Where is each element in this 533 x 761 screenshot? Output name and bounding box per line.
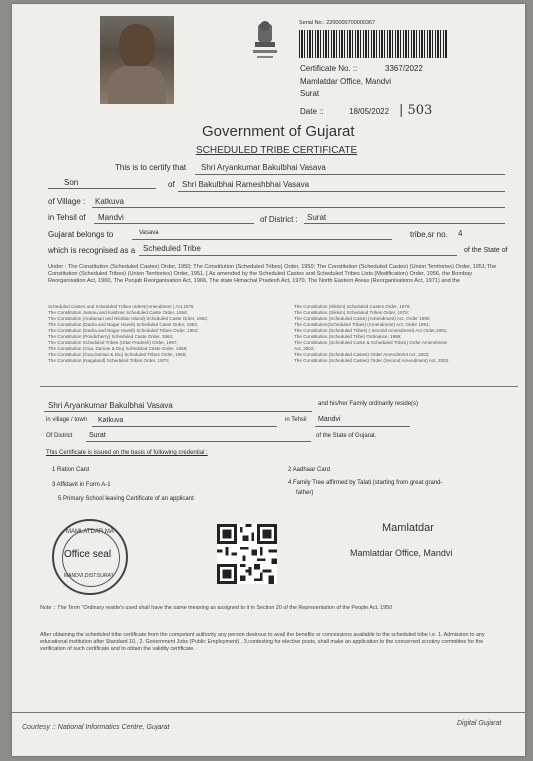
village-value: Katkuva [95, 197, 124, 206]
date-label: Date :: [300, 107, 324, 116]
village-label: of Village : [48, 197, 86, 206]
residence-district-label: Of District [46, 433, 73, 439]
seal-ring-top: MAMLATDAR,MA [66, 529, 114, 535]
residence-village: Katkuva [98, 417, 124, 424]
credential-heading: This Certificate is issued on the basis of following credential : [46, 450, 208, 456]
signatory-title: Mamlatdar [382, 522, 434, 534]
tribe-sr-value: 4 [458, 229, 463, 238]
order-line: The Constitution Jammu and Kashmir Scheduled Caste Order, 1956; [48, 310, 188, 315]
credential-item: 3 Affidavit in Form A-1 [52, 482, 111, 488]
seal-ring-bottom: MANDVI,DIST:SURAT [64, 573, 114, 579]
footer-brand: Digital Gujarat [457, 720, 502, 727]
order-line: The Constitution (Andaman and Nicobar Island) Scheduled Caste Order, 1962; [48, 316, 209, 321]
residence-tehsil-label: in Tehsil [285, 417, 307, 423]
order-line: The Constitution (Scheduled Tribes) ( Second Amendment) Act Order,1991; [294, 328, 448, 333]
recognised-label: which is recognised as a [48, 246, 136, 255]
under-paragraph: Under : The Constitution (Scheduled Castes) Order, 1950; The Constitution (Scheduled Tribes) Order, 1950; The Constitution (Scheduled Castes) (Union Territories) Order, 1951;The Constitution (Scheduled Tribes) (Union Territories) Order, 1951, [ As amended by the Scheduled Castes and Scheduled Tribes Lists (Modification) Order, 1956, the Bombay Reorganisation Act, 1960, The Punjab Reorganisation Act, 1966, The state Himachal Pradesh Act, 1970, The North Eastern Areas (Reorganisations Act, 1971) and the [48, 264, 497, 285]
order-line: Scheduled Castes and Scheduled Tribes orders(Amendment ) Act,1976 [48, 304, 194, 309]
handwritten-number: | 503 [399, 103, 433, 118]
district-value: Surat [307, 213, 327, 222]
credential-item: 5 Primary School leaving Certificate of an applicant [58, 496, 194, 502]
order-line: The Constitution (Scheduled Tribe) Ordinance, 1996; [294, 334, 402, 339]
family-label: and his/her Family ordinarily reside(s) [318, 401, 419, 407]
signatory-office: Mamlatdar Office, Mandvi [350, 548, 453, 558]
certificate-page [12, 4, 525, 756]
footer [12, 712, 525, 743]
order-line: The Constitution (Scheduled Castes) Order (Second Amendment) Act, 2002. [294, 358, 450, 363]
father-name: Shri Bakulbhai Rameshbhai Vasava [182, 180, 310, 189]
credential-item: 2 Aadhaar Card [288, 467, 331, 473]
tehsil-label: in Tehsil of [48, 213, 86, 222]
applicant-photo [100, 16, 174, 104]
residence-village-label: in village / town [46, 417, 88, 423]
order-line: The Constitution (Pondicherry) Scheduled Caste Order, 1964; [48, 334, 174, 339]
footer-courtesy: Courtesy :: National Informatics Centre, Gujarat [22, 724, 170, 731]
certify-text: This is to certify that [115, 163, 187, 172]
order-line: The Constitution (Goa,Daman & Diu) Scheduled Tribes Order, 1968; [48, 352, 187, 357]
qr-code [217, 524, 277, 584]
residence-tehsil: Mandvi [318, 416, 341, 423]
state-of-label: of the State of [464, 247, 508, 254]
credential-item: father) [296, 490, 314, 496]
after-paragraph: After obtaining the scheduled tribe certificate from the competent authority any person desirous to avail the benefits or concessions available to the scheduled tribe i.e. 1. Admission to any educational institution after Standard 10., 2. Government Jobs (Public Employment) , 3.contesting for elective posts, shall make an application to the concerned scrutiny committee for the verification of such certificate and to obtain the validity certificate. [40, 632, 485, 653]
office-seal [52, 519, 128, 595]
order-line: The Constitution Scheduled Tribes (Uttar Pradesh) Order, 1967; [48, 340, 178, 345]
relation-label: Son [64, 178, 79, 187]
order-line: The Constitution (Scheduled Caste) (Amendment) Act, Order 1990; [294, 316, 431, 321]
certificate-subtitle: SCHEDULED TRIBE CERTIFICATE [196, 145, 358, 156]
certificate-label: Certificate No. :: [300, 64, 358, 73]
recognised-value: Scheduled Tribe [143, 244, 201, 253]
date-value: 18/05/2022 [349, 107, 390, 116]
tehsil-value: Mandvi [98, 213, 124, 222]
seal-center: Office seal [64, 549, 112, 560]
orders-right-column [294, 304, 450, 364]
order-line: Act, 2002; [294, 346, 315, 351]
credential-item: 4 Family Tree affirmed by Talati (starting from great grand- [288, 480, 443, 486]
serial-number: Serial No.: 2200000700000367 [299, 20, 376, 26]
order-line: The Constitution (Sikkim) Scheduled Castes Order, 1978; [294, 304, 411, 309]
order-line: The Constitution (Goa, Daman & Diu) Scheduled Caste Order, 1968; [48, 346, 188, 351]
tribe-value: Vasava [139, 230, 159, 236]
residence-state: of the State of Gujarat. [316, 433, 377, 439]
office-city: Surat [300, 89, 320, 98]
resident-name: Shri Aryankumar Bakulbhai Vasava [48, 401, 173, 410]
order-line: The Constitution (Sikkim) Scheduled Tribes Order, 1978; [294, 310, 409, 315]
applicant-name: Shri Aryankumar Bakulbhai Vasava [201, 163, 326, 172]
credential-item: 1 Ration Card [52, 467, 90, 473]
district-label: of District : [260, 215, 298, 224]
order-line: The Constitution (Dadra and Nagar Haveli) Scheduled Caste Order, 1962; [48, 322, 199, 327]
orders-left-column [48, 304, 208, 364]
order-line: The Constitution (Scheduled Castes) Order Amendment Act, 2002; [294, 352, 430, 357]
state-emblem-icon [248, 20, 282, 64]
tribe-sr-label: tribe,sr no. [410, 230, 448, 239]
note-text: Note :: The Term "Ordinary reside's used shall have the same meaning as assigned to it in Section 20 of the Representation of the People Act, 1950 [40, 605, 393, 611]
order-line: The Constitution (Scheduled Caste & Scheduled Tribes) Order Amendment [294, 340, 447, 345]
page-title: Government of Gujarat [202, 123, 355, 140]
residence-district: Surat [89, 432, 106, 439]
belongs-label: Gujarat belongs to [48, 230, 114, 239]
office-line: Mamlatdar Office, Mandvi [300, 77, 391, 86]
of-label: of [168, 180, 175, 189]
barcode [299, 30, 447, 58]
order-line: The Constitution (Dadra and Nagar Haveli) Scheduled Tribes Order, 1962; [48, 328, 199, 333]
order-line: The Constitution (Nagaland) Scheduled Tribes Order, 1970; [48, 358, 170, 363]
order-line: The Constitution(Scheduled Tribes) (Amendment) Act, Order 1991; [294, 322, 430, 327]
certificate-number: 3367/2022 [385, 64, 423, 73]
